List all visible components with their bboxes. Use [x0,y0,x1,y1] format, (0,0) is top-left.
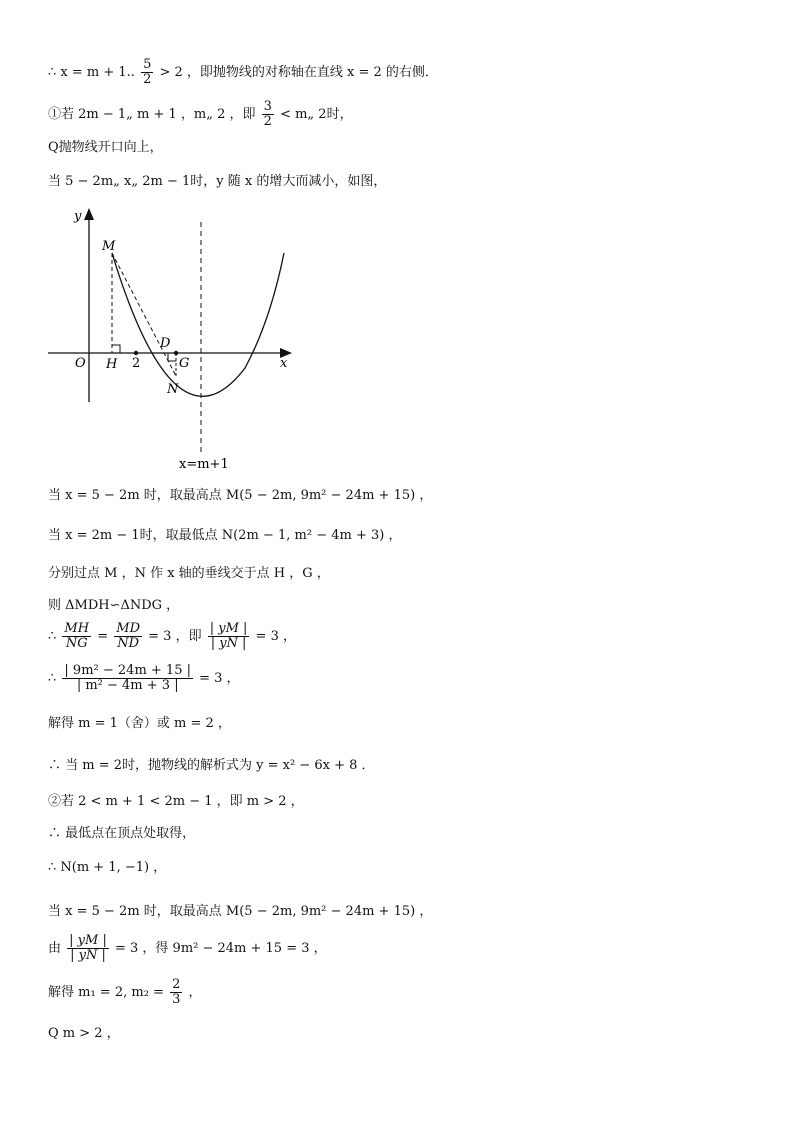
text-line-4: 当 5 − 2m„ x„ 2m − 1时，y 随 x 的增大而减小，如图， [48,174,387,189]
fraction-denominator: 3 [172,992,181,1007]
point-g-label: G [179,356,190,371]
fraction-md-nd [114,622,142,651]
line-17-text-b: = 3 ，得 9m² − 24m + 15 = 3 ， [114,941,327,956]
text-line-17 [48,934,327,963]
line-2-text-b: < m„ 2时， [280,107,353,122]
fraction-numerator: MH [64,621,90,636]
text-line-18 [48,978,202,1007]
fraction-numerator: MD [116,621,140,636]
line-17-text-a: 由 [48,941,62,956]
text-line-14: ∴ 最低点在顶点处取得， [48,826,196,841]
text-line-9 [48,622,296,651]
tick-2-label: 2 [132,356,141,371]
symmetry-axis-label: x=m+1 [179,457,229,472]
fraction-mh-ng [62,622,91,651]
mn-dashed-line [112,253,176,376]
point-h-label: H [106,357,118,372]
right-angle-h [112,345,120,353]
parabola-figure [40,204,300,474]
therefore-symbol: ∴ [48,671,57,686]
fraction-numerator: 5 [143,57,152,72]
fraction-abs-ratio [62,664,193,693]
text-line-10 [48,664,240,693]
point-g-dot [174,351,178,355]
fraction-denominator: ND [117,636,140,651]
fraction-denominator: 2 [143,72,152,87]
fraction-numerator: | 9m² − 24m + 15 | [64,663,191,678]
text-line-11: 解得 m = 1（舍）或 m = 2 ， [48,716,231,731]
point-m-label: M [102,239,116,254]
point-n-label: N [167,382,179,397]
fraction-numerator: 3 [263,99,272,114]
text-line-3: Q抛物线开口向上， [48,140,163,155]
line-18-text-b: ， [188,985,202,1000]
fraction-2-3 [170,978,182,1007]
text-line-1 [48,58,438,87]
text-line-16: 当 x = 5 − 2m 时，取最高点 M(5 − 2m, 9m² − 24m + 15) ， [48,904,433,919]
line-9-text-b: = 3 ，即 [148,629,202,644]
origin-label: O [75,356,86,371]
fraction-numerator: | yM | [69,933,107,948]
line-18-text-a: 解得 m₁ = 2, m₂ = [48,985,164,1000]
fraction-ym-yn [208,622,250,651]
line-1-text-a: ∴ x = m + 1.. [48,65,135,80]
therefore-symbol: ∴ [48,629,57,644]
y-axis-arrow [84,208,94,220]
text-line-13: ②若 2 < m + 1 < 2m − 1 ，即 m > 2 ， [48,794,304,809]
text-line-5: 当 x = 5 − 2m 时，取最高点 M(5 − 2m, 9m² − 24m + 15) ， [48,488,433,503]
fraction-5-2 [141,58,153,87]
fraction-ym-yn-2 [67,934,109,963]
fraction-denominator: | yN | [70,948,106,963]
fraction-denominator: | m² − 4m + 3 | [76,678,179,693]
text-line-8: 则 ΔMDH∽ΔNDG ， [48,598,180,613]
y-axis-label: y [74,209,82,224]
text-line-19: Q m > 2 ， [48,1026,120,1041]
text-line-7: 分别过点 M ，N 作 x 轴的垂线交于点 H ，G ， [48,566,330,581]
text-line-15: ∴ N(m + 1, −1) ， [48,860,167,875]
parabola-curve [112,253,284,396]
fraction-denominator: | yN | [210,636,247,651]
fraction-numerator: | yM | [209,621,248,636]
fraction-denominator: 2 [263,114,272,129]
line-10-text-b: = 3 ， [199,671,240,686]
line-9-text-c: = 3 ， [255,629,296,644]
point-2-dot [134,351,138,355]
equals-sign: = [97,629,109,644]
text-line-2 [48,100,353,129]
text-line-6: 当 x = 2m − 1时，取最低点 N(2m − 1, m² − 4m + 3) ， [48,528,402,543]
fraction-3-2 [262,100,274,129]
fraction-denominator: NG [65,636,88,651]
point-d-label: D [160,336,171,351]
line-2-text-a: ①若 2m − 1„ m + 1 ，m„ 2 ，即 [48,107,256,122]
text-line-12: ∴ 当 m = 2时，抛物线的解析式为 y = x² − 6x + 8 ． [48,758,375,773]
x-axis-label: x [280,356,288,371]
fraction-numerator: 2 [172,977,181,992]
line-1-text-b: > 2 ，即抛物线的对称轴在直线 x = 2 的右侧． [159,65,438,80]
